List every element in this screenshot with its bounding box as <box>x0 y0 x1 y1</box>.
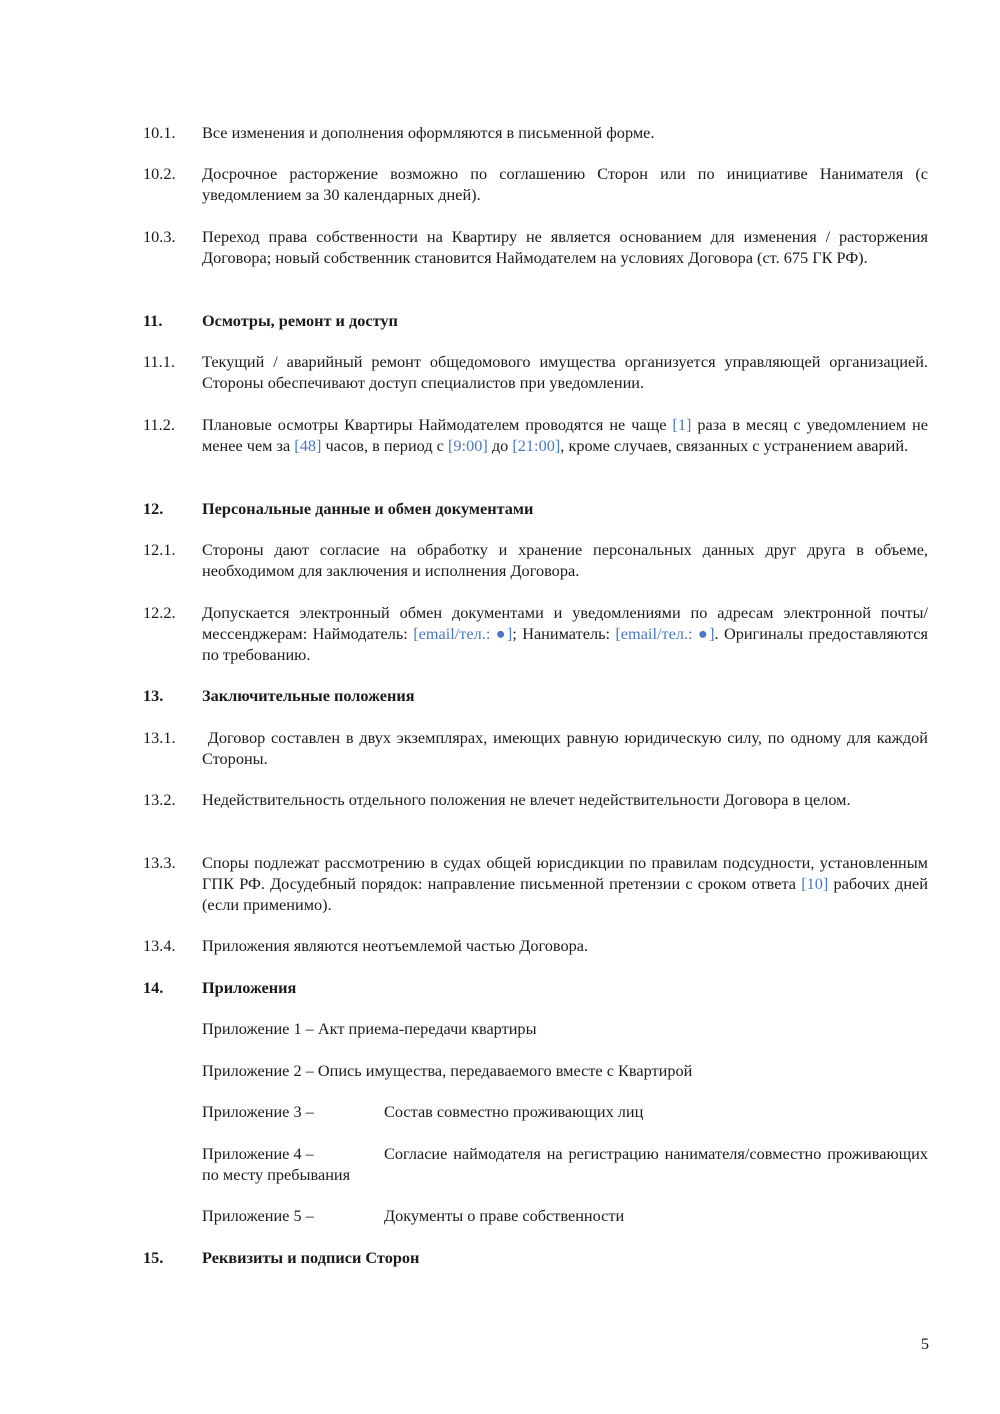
section-number: 13. <box>143 686 164 705</box>
clause-number: 10.1. <box>143 123 176 142</box>
clause-text: Досрочное расторжение возможно по соглашению Сторон или по инициативе Нанимателя (с уведомлением за 30 календарных дней). <box>202 164 928 204</box>
text-run: ; Наниматель: <box>512 624 616 643</box>
section-title: Персональные данные и обмен документами <box>202 499 534 518</box>
placeholder-field[interactable]: [9:00] <box>447 436 488 455</box>
annex-line <box>202 1143 928 1185</box>
clause-number: 13.3. <box>143 853 176 872</box>
clause-text: Текущий / аварийный ремонт общедомового имущества организуется управляющей организацией. Стороны обеспечивают доступ специалистов при уведомлении. <box>202 352 928 392</box>
text-run: раза в месяц с уведомлением не менее чем за <box>202 415 928 455</box>
clause-text <box>202 414 928 456</box>
clause-number: 13.4. <box>143 936 176 955</box>
annex-text: Приложение 1 – Акт приема-передачи квартиры <box>202 1019 537 1038</box>
section-title: Приложения <box>202 978 297 997</box>
text-run: Споры подлежат рассмотрению в судах общей юрисдикции по правилам подсудности, установленным ГПК РФ. Досудебный порядок: направление письменной претензии с сроком ответа <box>202 853 928 893</box>
section-number: 14. <box>143 978 164 997</box>
clause-number: 12.1. <box>143 540 176 559</box>
section-number: 11. <box>143 311 163 330</box>
clause-number: 10.3. <box>143 227 176 246</box>
clause-text <box>202 602 928 665</box>
text-run: Плановые осмотры Квартиры Наймодателем проводятся не чаще <box>202 415 673 434</box>
clause-number: 13.1. <box>143 728 176 747</box>
clause-number: 10.2. <box>143 164 176 183</box>
clause-number: 12.2. <box>143 603 176 622</box>
annex-label: Приложение 5 – <box>202 1206 314 1225</box>
text-run: рабочих дней (если применимо). <box>202 874 928 914</box>
section-title: Осмотры, ремонт и доступ <box>202 311 398 330</box>
section-title: Реквизиты и подписи Сторон <box>202 1248 420 1267</box>
annex-label: Приложение 3 – <box>202 1102 314 1121</box>
clause-text <box>202 852 928 915</box>
annex-text: Документы о праве собственности <box>384 1206 625 1225</box>
clause-number: 13.2. <box>143 790 176 809</box>
annex-line <box>202 1205 928 1226</box>
section-title: Заключительные положения <box>202 686 415 705</box>
text-run: Допускается электронный обмен документами и уведомлениями по адресам электронной почты/мессенджерам: Наймодатель: <box>202 603 928 643</box>
placeholder-field[interactable]: [email/тел.: ●] <box>615 624 715 643</box>
section-number: 12. <box>143 499 164 518</box>
text-run: часов, в период с <box>321 436 448 455</box>
placeholder-field[interactable]: [email/тел.: ●] <box>413 624 513 643</box>
placeholder-field[interactable]: [1] <box>672 415 692 434</box>
annex-text: Состав совместно проживающих лиц <box>384 1102 644 1121</box>
clause-text: Договор составлен в двух экземплярах, имеющих равную юридическую силу, по одному для каждой Стороны. <box>202 728 933 768</box>
clause-number: 11.1. <box>143 352 175 371</box>
text-run: , кроме случаев, связанных с устранением аварий. <box>560 436 909 455</box>
placeholder-field[interactable]: [21:00] <box>512 436 561 455</box>
placeholder-field[interactable]: [48] <box>294 436 322 455</box>
clause-text: Приложения являются неотъемлемой частью Договора. <box>202 936 589 955</box>
text-run: . Оригиналы предоставляются по требованию. <box>202 624 928 664</box>
section-number: 15. <box>143 1248 164 1267</box>
clause-text: Стороны дают согласие на обработку и хранение персональных данных друг друга в объеме, необходимом для заключения и исполнения Договора. <box>202 540 928 580</box>
annex-text: Согласие наймодателя на регистрацию нанимателя/совместно проживающих по месту пребывания <box>202 1144 928 1184</box>
annex-text: Приложение 2 – Опись имущества, передаваемого вместе с Квартирой <box>202 1061 693 1080</box>
clause-text: Переход права собственности на Квартиру не является основанием для изменения / расторжения Договора; новый собственник становится Наймодателем на условиях Договора (ст. 675 ГК РФ). <box>202 227 928 267</box>
clause-number: 11.2. <box>143 415 175 434</box>
clause-text: Недействительность отдельного положения не влечет недействительности Договора в целом. <box>202 790 851 809</box>
annex-line <box>202 1101 928 1122</box>
placeholder-field[interactable]: [10] <box>801 874 829 893</box>
text-run: до <box>487 436 513 455</box>
clause-text: Все изменения и дополнения оформляются в письменной форме. <box>202 123 655 142</box>
annex-label: Приложение 4 – <box>202 1144 314 1163</box>
page-number: 5 <box>920 1334 929 1353</box>
